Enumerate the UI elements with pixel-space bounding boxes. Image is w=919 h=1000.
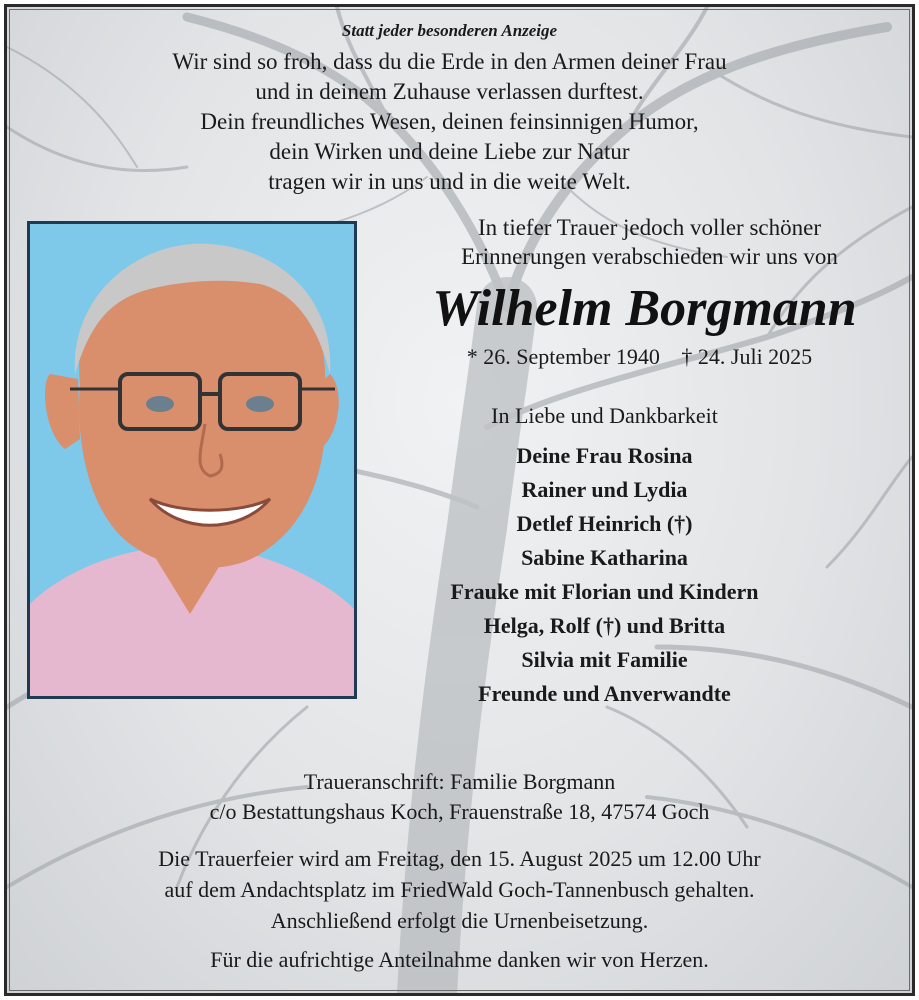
- thanks-line: Für die aufrichtige Anteilnahme danken wir von Herzen.: [210, 947, 709, 972]
- mourner-item: Helga, Rolf (†) und Britta: [483, 613, 726, 638]
- mourner-item: Sabine Katharina: [521, 545, 688, 570]
- birth-date: * 26. September 1940: [466, 344, 660, 369]
- poem-line: tragen wir in uns und in die weite Welt.: [268, 169, 631, 194]
- deceased-name: Wilhelm Borgmann: [432, 280, 857, 337]
- intro-line: In tiefer Trauer jedoch voller schöner: [478, 215, 821, 240]
- obituary-card: [4, 4, 915, 996]
- address-line: Traueranschrift: Familie Borgmann: [303, 769, 616, 794]
- address-line: c/o Bestattungshaus Koch, Frauenstraße 18, 47574 Goch: [209, 799, 710, 824]
- ceremony-line: Die Trauerfeier wird am Freitag, den 15. August 2025 um 12.00 Uhr: [158, 846, 761, 871]
- poem-line: und in deinem Zuhause verlassen durftest.: [255, 79, 644, 104]
- ceremony-line: Anschließend erfolgt die Urnenbeisetzung.: [270, 908, 649, 933]
- mourner-item: Freunde und Anverwandte: [478, 681, 731, 706]
- mourning-address: [7, 767, 912, 827]
- poem-line: Dein freundliches Wesen, deinen feinsinnigen Humor,: [200, 109, 699, 134]
- life-dates: [387, 344, 892, 370]
- poem-line: dein Wirken und deine Liebe zur Natur: [269, 139, 630, 164]
- death-date: † 24. Juli 2025: [681, 344, 813, 369]
- mourner-item: Detlef Heinrich (†): [516, 511, 693, 536]
- portrait-photo-icon: [30, 224, 354, 696]
- mourner-item: Frauke mit Florian und Kindern: [450, 579, 759, 604]
- mourner-item: Deine Frau Rosina: [516, 443, 693, 468]
- mourner-item: Silvia mit Familie: [521, 647, 688, 672]
- poem-line: Wir sind so froh, dass du die Erde in den Armen deiner Frau: [172, 49, 727, 74]
- love-line: In Liebe und Dankbarkeit: [491, 403, 718, 428]
- ceremony-info: [7, 843, 912, 936]
- intro-text: [387, 213, 912, 271]
- ceremony-line: auf dem Andachtsplatz im FriedWald Goch-Tannenbusch gehalten.: [164, 877, 755, 902]
- intro-line: Erinnerungen verabschieden wir uns von: [461, 244, 838, 269]
- mourner-item: Rainer und Lydia: [521, 477, 688, 502]
- mourners-list: [337, 439, 872, 711]
- notice-line: Statt jeder besonderen Anzeige: [341, 21, 558, 40]
- poem: [4, 47, 902, 197]
- portrait-photo: [27, 221, 357, 699]
